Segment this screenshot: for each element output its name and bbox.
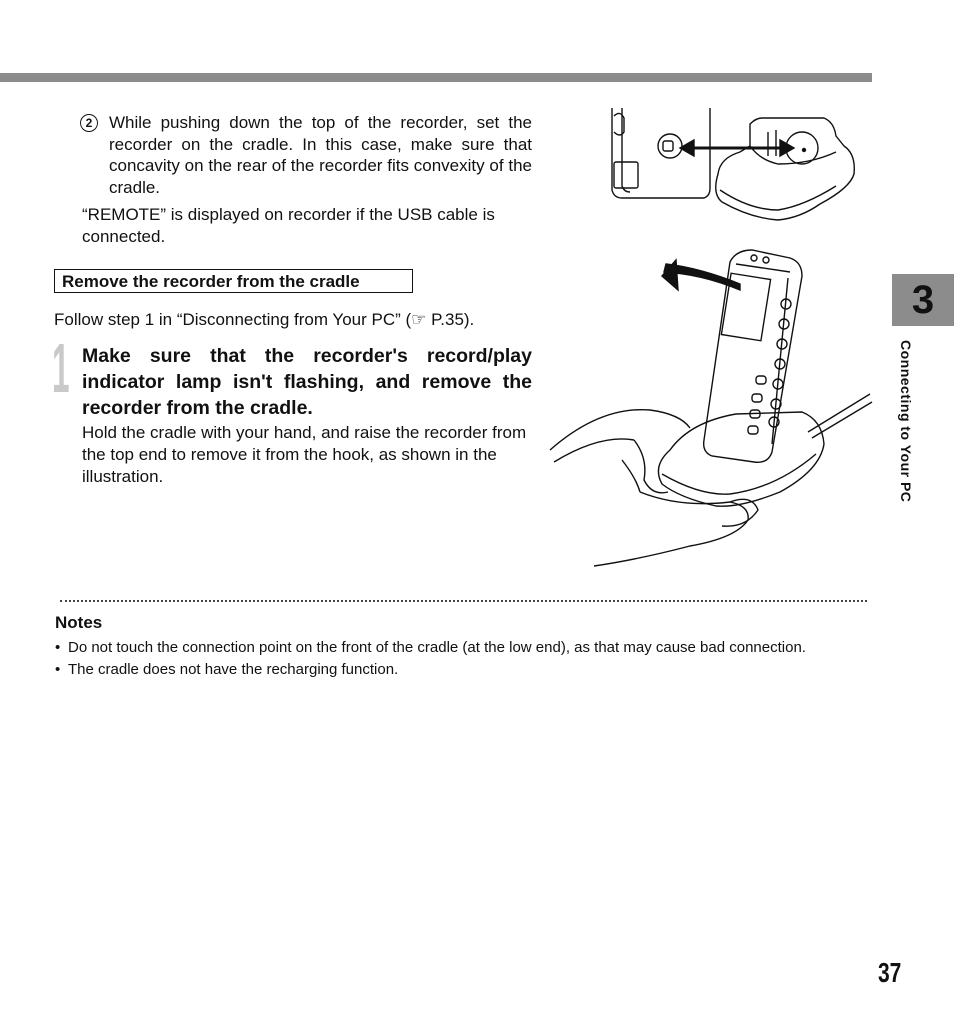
note-text: The cradle does not have the recharging function.: [68, 661, 399, 678]
follow-instruction: Follow step 1 in “Disconnecting from Your PC” (☞ P.35).: [54, 310, 475, 329]
chapter-tab: 3: [892, 274, 954, 326]
section-subheading: Remove the recorder from the cradle: [54, 269, 413, 293]
remove-recorder-illustration: [540, 244, 874, 574]
cradle-connection-illustration: [600, 106, 858, 232]
notes-title: Notes: [55, 613, 103, 632]
step-2-number: 2: [80, 114, 98, 132]
header-rule: [0, 73, 872, 82]
page-number: 37: [878, 957, 902, 988]
step-1-number: 1: [52, 329, 70, 407]
step-2: [80, 112, 532, 198]
notes-list: [55, 637, 872, 681]
list-item: [55, 659, 872, 681]
step-1-body: Hold the cradle with your hand, and raise the recorder from the top end to remove it from the hook, as shown in the illustration.: [82, 423, 527, 486]
notes-divider: [60, 600, 867, 602]
step-2-text: While pushing down the top of the recorder, set the recorder on the cradle. In this case, make sure that concavity on the rear of the recorder fits convexity of the cradle.: [109, 113, 532, 197]
remote-note: “REMOTE” is displayed on recorder if the USB cable is connected.: [82, 205, 495, 246]
bullet-icon: •: [55, 639, 61, 656]
bullet-icon: •: [55, 661, 61, 678]
list-item: [55, 637, 872, 659]
note-text: Do not touch the connection point on the front of the cradle (at the low end), as that may cause bad connection.: [68, 639, 806, 656]
step-1-heading: Make sure that the recorder's record/play indicator lamp isn't flashing, and remove the recorder from the cradle.: [82, 345, 532, 419]
chapter-label: Connecting to Your PC: [898, 340, 914, 503]
